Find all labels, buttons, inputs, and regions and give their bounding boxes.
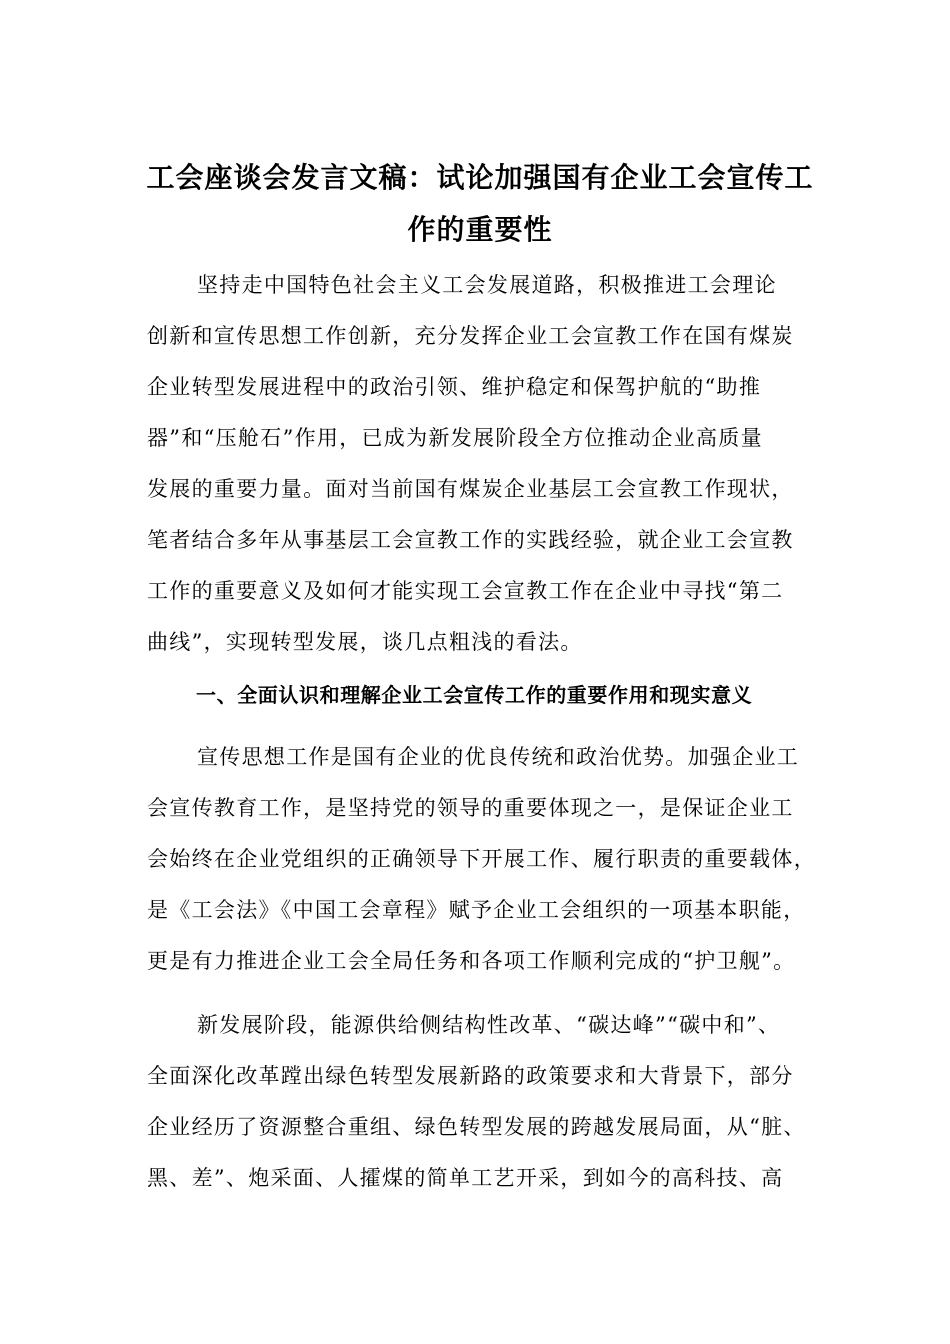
text-line: 企业转型发展进程中的政治引领、维护稳定和保驾护航的“助推	[147, 375, 762, 399]
section-heading: 一、全面认识和理解企业工会宣传工作的重要作用和现实意义	[196, 683, 753, 707]
text-line: 曲线”，实现转型发展，谈几点粗浅的看法。	[147, 630, 583, 654]
text-line: 器”和“压舱石”作用，已成为新发展阶段全方位推动企业高质量	[147, 426, 763, 450]
text-line: 更是有力推进企业工会全局任务和各项工作顺利完成的“护卫舰”。	[147, 949, 796, 973]
paragraph-intro	[147, 260, 817, 668]
text-line: 企业经历了资源整合重组、绿色转型发展的跨越发展局面，从“脏、	[147, 1115, 806, 1139]
text-line: 新发展阶段，能源供给侧结构性改革、“碳达峰”“碳中和”、	[197, 1013, 781, 1037]
title-line: 作的重要性	[407, 213, 553, 246]
document-title	[140, 152, 820, 256]
text-line: 工作的重要意义及如何才能实现工会宣教工作在企业中寻找“第二	[147, 579, 784, 603]
paragraph-new-stage	[147, 1000, 817, 1204]
paragraph-propaganda	[147, 732, 817, 987]
text-line: 是《工会法》《中国工会章程》赋予企业工会组织的一项基本职能，	[147, 898, 806, 922]
text-line: 宣传思想工作是国有企业的优良传统和政治优势。加强企业工	[197, 745, 800, 769]
text-line: 发展的重要力量。面对当前国有煤炭企业基层工会宣教工作现状，	[147, 477, 794, 501]
title-line: 工会座谈会发言文稿：试论加强国有企业工会宣传工	[146, 161, 814, 194]
text-line: 黑、差”、炮采面、人攉煤的简单工艺开采，到如今的高科技、高	[147, 1166, 784, 1190]
text-line: 创新和宣传思想工作创新，充分发挥企业工会宣教工作在国有煤炭	[147, 324, 794, 348]
text-line: 会始终在企业党组织的正确领导下开展工作、履行职责的重要载体，	[147, 847, 816, 871]
text-line: 笔者结合多年从事基层工会宣教工作的实践经验，就企业工会宣教	[147, 528, 794, 552]
text-line: 坚持走中国特色社会主义工会发展道路，积极推进工会理论	[197, 273, 777, 297]
text-line: 全面深化改革蹚出绿色转型发展新路的政策要求和大背景下，部分	[147, 1064, 794, 1088]
text-line: 会宣传教育工作，是坚持党的领导的重要体现之一，是保证企业工	[147, 796, 794, 820]
